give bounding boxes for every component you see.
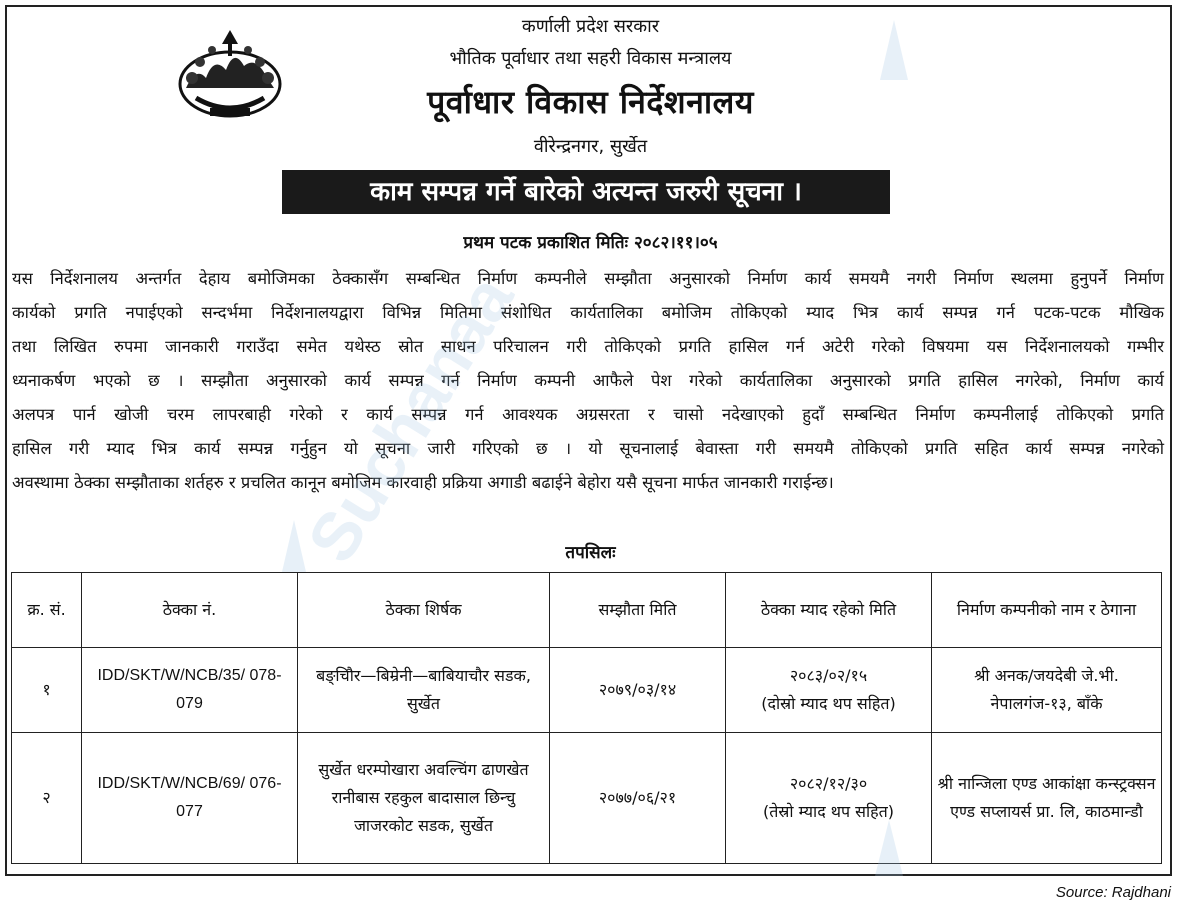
body-line: कार्यको प्रगति नपाईएको सन्दर्भमा निर्देशनालयद्वारा विभिन्न मितिमा संशोधित कार्यतालिका बमोजिम तोकिएको म्याद भित्र कार्य सम्पन्न गर्न पटक-पटक मौखिक [12, 303, 1164, 322]
cell-company: श्री अनक/जयदेबी जे.भी. नेपालगंज-१३, बाँके [932, 648, 1162, 733]
deadline-date: २०८२/१२/३० [789, 774, 868, 793]
cell-company: श्री नान्जिला एण्ड आकांक्षा कन्स्ट्रक्सन एण्ड सप्लायर्स प्रा. लि, काठमान्डौ [932, 733, 1162, 864]
header-contract-title: ठेक्का शिर्षक [298, 573, 550, 648]
notice-title: काम सम्पन्न गर्ने बारेको अत्यन्त जरुरी सूचना । [282, 170, 890, 214]
deadline-note: (दोस्रो म्याद थप सहित) [761, 694, 896, 713]
table-row [12, 648, 1162, 733]
cell-sn: १ [12, 648, 82, 733]
body-line: तथा लिखित रुपमा जानकारी गराउँदा समेत यथेस्ठ स्रोत साधन परिचालन गरी तोकिएको प्रगति हासिल गर्न अटेरी गरेको विषयमा यस निर्देशनालयको गम्भीर [12, 337, 1164, 356]
cell-contract-no: IDD/SKT/W/NCB/35/ 078-079 [82, 648, 298, 733]
header-deadline: ठेक्का म्याद रहेको मिति [726, 573, 932, 648]
government-name: कर्णाली प्रदेश सरकार [521, 16, 660, 37]
table-row [12, 733, 1162, 864]
body-line: अवस्थामा ठेक्का सम्झौताका शर्तहरु र प्रचलित कानून बमोजिम कारवाही प्रक्रिया अगाडी बढाईने बेहोरा यसै सूचना मार्फत जानकारी गराईन्छ। [12, 473, 834, 492]
header-company: निर्माण कम्पनीको नाम र ठेगाना [932, 573, 1162, 648]
body-line: हासिल गरी म्याद भित्र कार्य सम्पन्न गर्नुहुन यो सूचना जारी गरिएको छ । यो सूचनालाई बेवास्ता गरी समयमै तोकिएको प्रगति सहित कार्य सम्पन्न नगरेको [12, 439, 1164, 458]
deadline-note: (तेस्रो म्याद थप सहित) [763, 802, 894, 821]
cell-contract-title: सुर्खेत धरम्पोखारा अवल्चिंग ढाणखेत रानीबास रहकुल बादासाल छिन्चु जाजरकोट सडक, सुर्खेत [298, 733, 550, 864]
deadline-date: २०८३/०२/१५ [789, 666, 868, 685]
cell-contract-no: IDD/SKT/W/NCB/69/ 076-077 [82, 733, 298, 864]
cell-deadline [726, 733, 932, 864]
body-line: यस निर्देशनालय अन्तर्गत देहाय बमोजिमका ठेक्कासँग सम्बन्धित निर्माण कम्पनीले सम्झौता अनुसारको निर्माण कार्य समयमै नगरी निर्माण स्थलमा हुनुपर्ने निर्माण [12, 269, 1164, 288]
header-sn: क्र. सं. [12, 573, 82, 648]
location: वीरेन्द्रनगर, सुर्खेत [533, 136, 648, 157]
cell-agreement-date: २०७७/०६/२१ [550, 733, 726, 864]
details-label: तपसिलः [565, 543, 616, 563]
body-line: ध्यनाकर्षण भएको छ । सम्झौता अनुसारको कार्य सम्पन्न गर्न निर्माण कम्पनी आफैले पेश गरेको कार्यतालिका अनुसारको प्रगति हासिल नगरेको, निर्माण कार्य [12, 371, 1164, 390]
ministry-name: भौतिक पूर्वाधार तथा सहरी विकास मन्त्रालय [449, 48, 732, 69]
directorate-name: पूर्वाधार विकास निर्देशनालय [427, 83, 754, 121]
notice-body [12, 262, 1164, 500]
published-date: प्रथम पटक प्रकाशित मितिः २०८२।११।०५ [463, 233, 718, 253]
cell-sn: २ [12, 733, 82, 864]
cell-contract-title: बङ्चिौर—बिम्रेनी—बाबियाचौर सडक, सुर्खेत [298, 648, 550, 733]
table-header-row [12, 573, 1162, 648]
header-agreement-date: सम्झौता मिति [550, 573, 726, 648]
cell-deadline [726, 648, 932, 733]
header-contract-no: ठेक्का नं. [82, 573, 298, 648]
body-line: अलपत्र पार्न खोजी चरम लापरबाही गरेको र कार्य सम्पन्न गर्न आवश्यक अग्रसरता र चासो नदेखाएको हुदाँ सम्बन्धित निर्माण कम्पनीलाई तोकिएको प्रगति [12, 405, 1164, 424]
watermark-logo: Suchanaa [293, 262, 528, 576]
source-credit: Source: Rajdhani [1055, 884, 1171, 901]
contracts-table [11, 572, 1162, 864]
cell-agreement-date: २०७९/०३/१४ [550, 648, 726, 733]
